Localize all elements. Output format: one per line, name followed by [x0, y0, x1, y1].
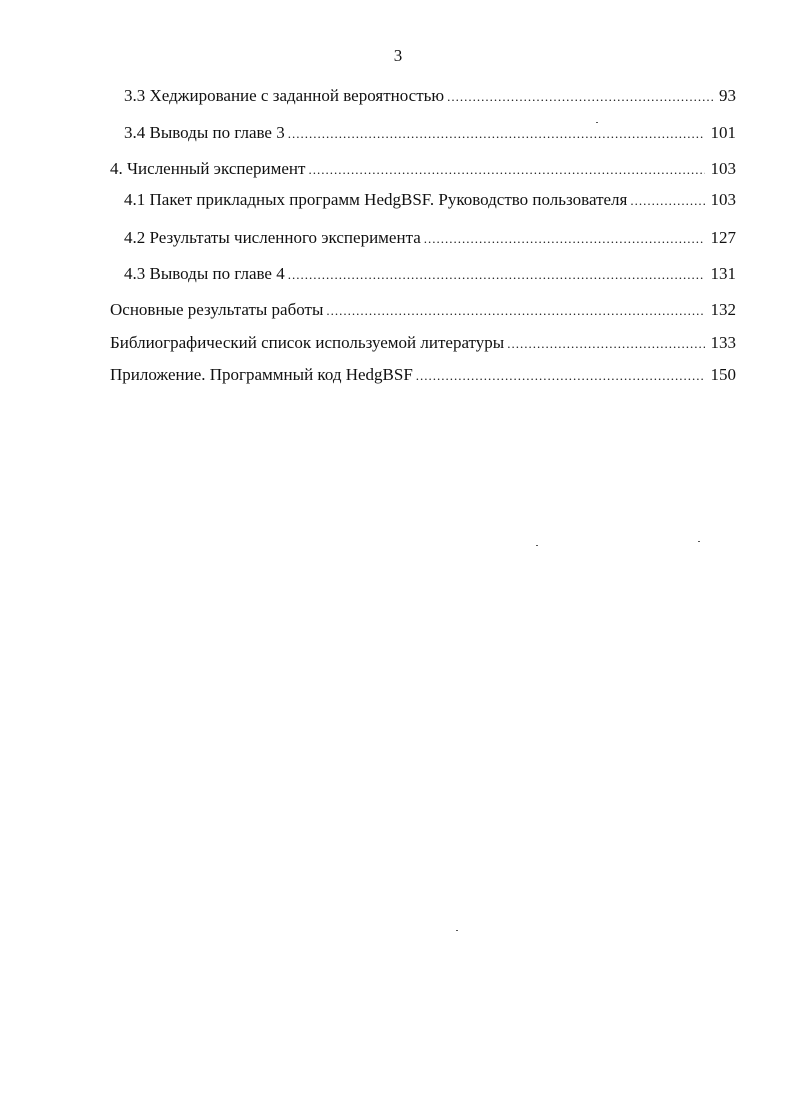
toc-entry-page: 133: [710, 333, 736, 352]
toc-dot-leader: [630, 191, 704, 211]
toc-entry-3-4[interactable]: [124, 123, 736, 144]
toc-entry-3-3[interactable]: [124, 86, 736, 107]
toc-entry-main-results[interactable]: [110, 300, 736, 321]
scan-speck: [456, 930, 458, 931]
toc-dot-leader: [288, 124, 705, 144]
toc-entry-title: Основные результаты работы: [110, 300, 324, 319]
toc-dot-leader: [424, 229, 705, 249]
toc-entry-page: 101: [710, 123, 736, 142]
toc-entry-page: 132: [710, 300, 736, 319]
toc-entry-title: 3.3 Хеджирование с заданной вероятностью: [124, 86, 445, 105]
toc-dot-leader: [308, 160, 704, 180]
toc-entry-title: 4.3 Выводы по главе 4: [124, 264, 285, 283]
toc-entry-title: 4.2 Результаты численного эксперимента: [124, 228, 421, 247]
toc-entry-title: Библиографический список используемой литературы: [110, 333, 505, 352]
scan-speck: [698, 541, 700, 542]
toc-entry-page: 127: [710, 228, 736, 247]
toc-entry-page: 150: [710, 365, 736, 384]
toc-entry-bibliography[interactable]: [110, 333, 736, 354]
toc-dot-leader: [447, 87, 713, 107]
toc-entry-page: 103: [710, 190, 736, 209]
toc-entry-4-2[interactable]: [124, 228, 736, 249]
toc-dot-leader: [507, 334, 704, 354]
toc-entry-title: Приложение. Программный код HedgBSF: [110, 365, 413, 384]
toc-entry-page: 131: [710, 264, 736, 283]
toc-entry-page: 103: [710, 159, 736, 178]
scan-speck: [536, 545, 538, 546]
toc-entry-4-1[interactable]: [124, 190, 736, 211]
toc-entry-4-3[interactable]: [124, 264, 736, 285]
toc-entry-title: 4.1 Пакет прикладных программ HedgBSF. Руководство пользователя: [124, 190, 628, 209]
toc-entry-page: 93: [719, 86, 736, 105]
page-number: 3: [393, 46, 403, 65]
toc-entry-appendix[interactable]: [110, 365, 736, 386]
toc-entry-4[interactable]: [110, 159, 736, 180]
toc-entry-title: 4. Численный эксперимент: [110, 159, 306, 178]
toc-dot-leader: [288, 265, 705, 285]
scan-speck: [596, 122, 598, 123]
toc-entry-title: 3.4 Выводы по главе 3: [124, 123, 285, 142]
toc-dot-leader: [416, 366, 705, 386]
toc-dot-leader: [326, 301, 704, 321]
